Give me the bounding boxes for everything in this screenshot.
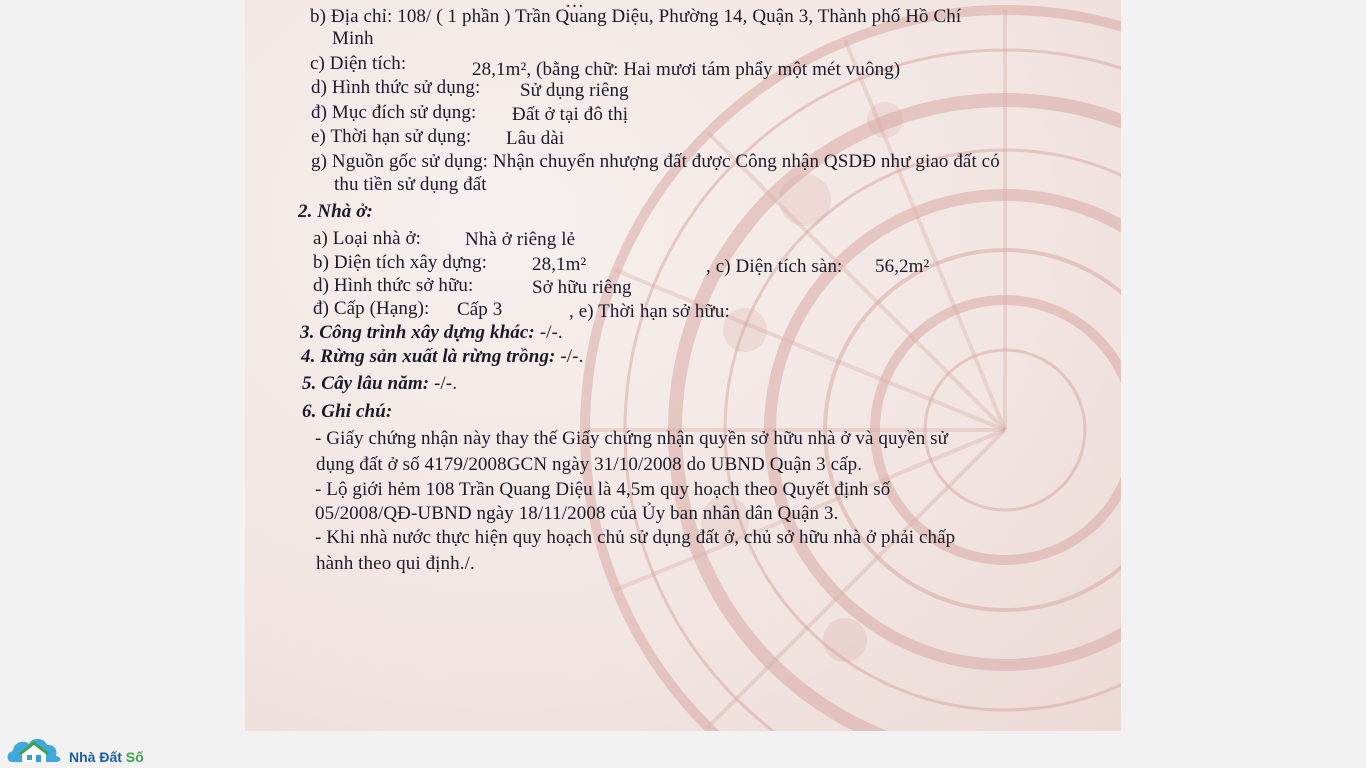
note-line: dụng đất ở số 4179/2008GCN ngày 31/10/2008 do UBND Quận 3 cấp. bbox=[316, 454, 863, 475]
other-construction-row bbox=[300, 322, 563, 344]
perennial-trees-heading: 5. Cây lâu năm: bbox=[302, 373, 430, 394]
ownership-term-label: , e) Thời hạn sở hữu: bbox=[569, 301, 730, 322]
cut-off-top-line: … bbox=[565, 0, 584, 12]
term-label: e) Thời hạn sử dụng: bbox=[311, 126, 472, 147]
area-label: c) Diện tích: bbox=[310, 53, 407, 74]
brand-main: Nhà Đất bbox=[69, 749, 126, 765]
note-line: - Khi nhà nước thực hiện quy hoạch chủ sử dụng đất ở, chủ sở hữu nhà ở phải chấp bbox=[315, 527, 956, 548]
planted-forest-row bbox=[301, 346, 583, 368]
site-brand-text bbox=[69, 749, 144, 765]
ownership-form-label: d) Hình thức sở hữu: bbox=[313, 275, 474, 296]
build-area-label: b) Diện tích xây dựng: bbox=[313, 252, 487, 273]
address-row bbox=[310, 6, 961, 28]
build-area-value: 28,1m² bbox=[532, 254, 587, 275]
planted-forest-heading: 4. Rừng sản xuất là rừng trồng: bbox=[301, 346, 556, 367]
address-label: b) Địa chỉ: bbox=[310, 6, 393, 27]
certificate-page bbox=[245, 0, 1121, 731]
note-line: 05/2008/QĐ-UBND ngày 18/11/2008 của Ủy ban nhân dân Quận 3. bbox=[315, 503, 839, 524]
note-line: - Lộ giới hẻm 108 Trần Quang Diệu là 4,5m quy hoạch theo Quyết định số bbox=[315, 479, 891, 500]
address-continuation: Minh bbox=[332, 28, 374, 49]
address-value: 108/ ( 1 phần ) Trần Quang Diệu, Phường 14, Quận 3, Thành phố Hồ Chí bbox=[397, 6, 962, 27]
notes-heading: 6. Ghi chú: bbox=[302, 401, 393, 422]
house-type-label: a) Loại nhà ở: bbox=[313, 228, 421, 249]
origin-row bbox=[311, 151, 1000, 173]
origin-continuation: thu tiền sử dụng đất bbox=[334, 174, 487, 195]
perennial-trees-value: -/-. bbox=[433, 373, 458, 394]
ownership-form-value: Sở hữu riêng bbox=[532, 277, 632, 298]
origin-value: Nhận chuyển nhượng đất được Công nhận QSDĐ như giao đất có bbox=[492, 151, 1000, 172]
note-line: hành theo qui định./. bbox=[316, 553, 475, 574]
purpose-value: Đất ở tại đô thị bbox=[512, 104, 629, 125]
grade-label: đ) Cấp (Hạng): bbox=[313, 298, 430, 319]
other-construction-heading: 3. Công trình xây dựng khác: bbox=[300, 322, 535, 343]
use-form-label: d) Hình thức sử dụng: bbox=[311, 77, 481, 98]
perennial-trees-row bbox=[302, 373, 457, 395]
term-value: Lâu dài bbox=[506, 128, 565, 149]
area-value: 28,1m², (bằng chữ: Hai mươi tám phẩy một mét vuông) bbox=[472, 59, 901, 80]
note-line: - Giấy chứng nhận này thay thế Giấy chứng nhận quyền sở hữu nhà ở và quyền sử bbox=[315, 428, 949, 449]
brand-accent: Số bbox=[125, 749, 144, 765]
planted-forest-value: -/-. bbox=[560, 346, 584, 367]
floor-area-value: 56,2m² bbox=[875, 256, 930, 277]
use-form-value: Sử dụng riêng bbox=[520, 80, 629, 101]
other-construction-value: -/-. bbox=[539, 322, 563, 343]
house-heading: 2. Nhà ở: bbox=[298, 201, 373, 222]
grade-value: Cấp 3 bbox=[457, 299, 503, 320]
origin-label: g) Nguồn gốc sử dụng: bbox=[311, 151, 489, 172]
house-type-value: Nhà ở riêng lẻ bbox=[465, 229, 576, 250]
purpose-label: đ) Mục đích sử dụng: bbox=[311, 102, 477, 123]
floor-area-label: , c) Diện tích sàn: bbox=[706, 256, 843, 277]
